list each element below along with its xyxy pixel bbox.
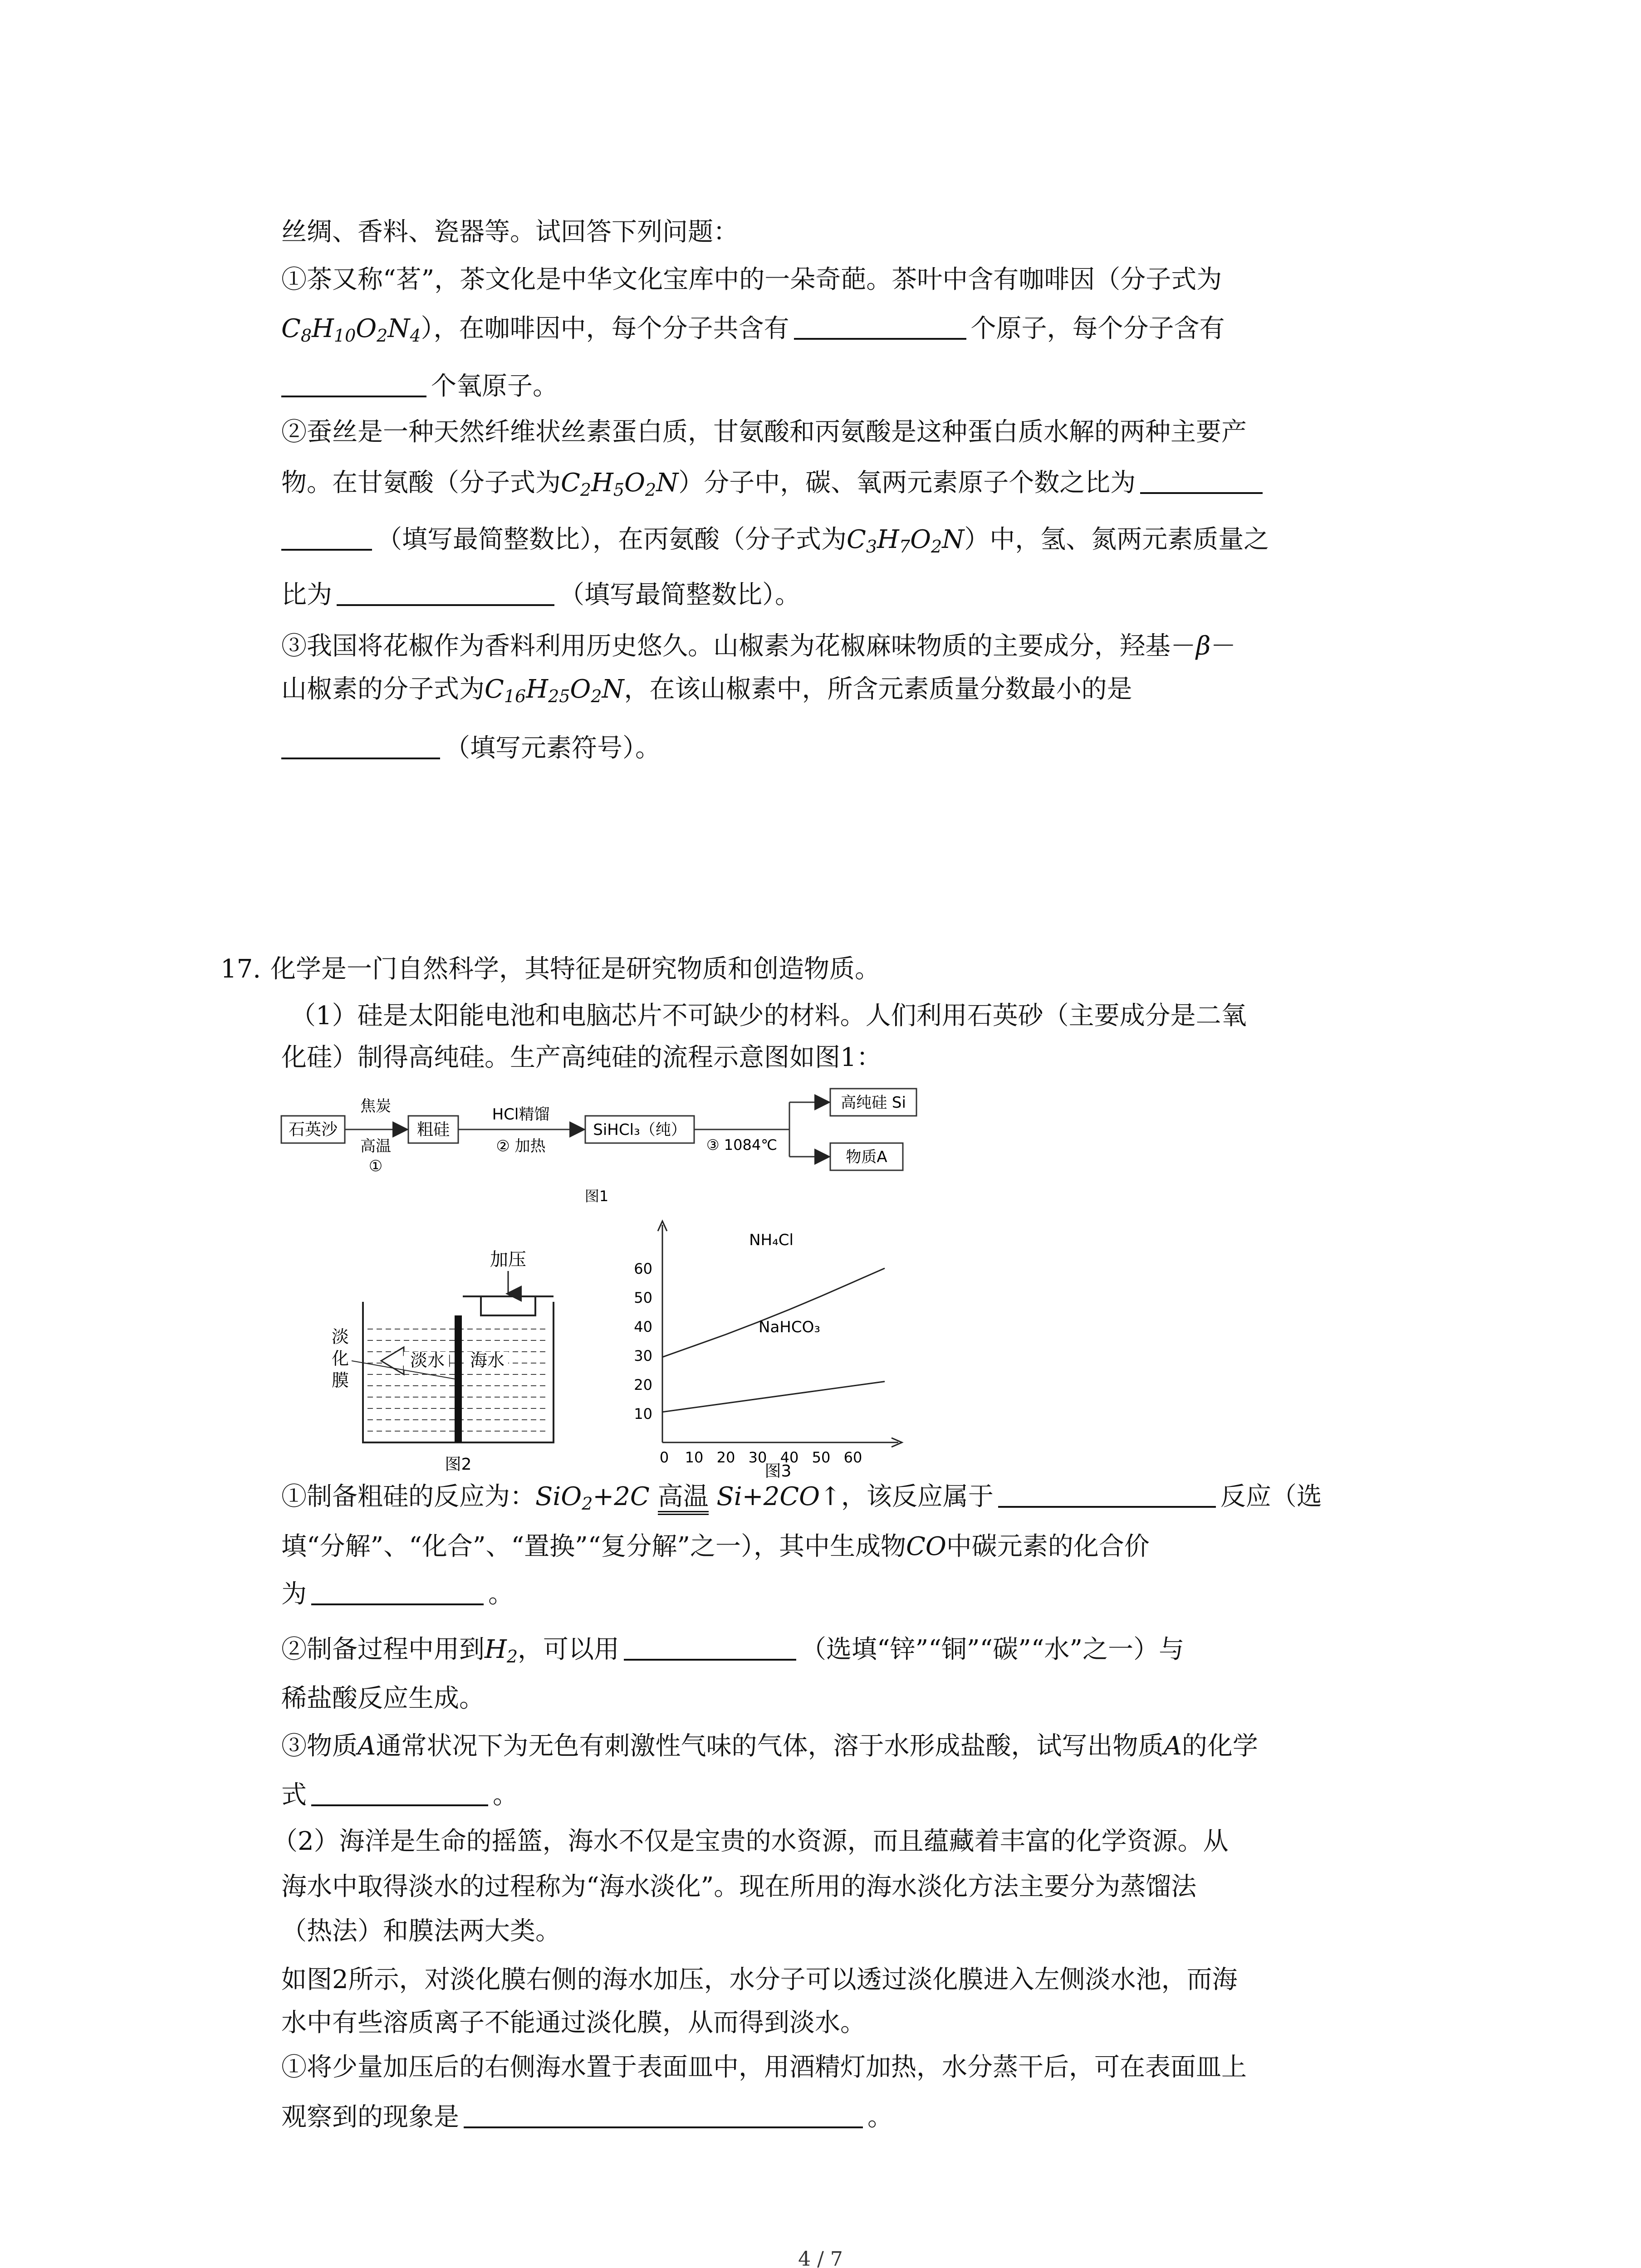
label-membrane-3: 膜 <box>331 1370 349 1390</box>
label-step3-temp: ③ 1084℃ <box>706 1136 778 1154</box>
figure1-flowchart <box>277 1084 948 1211</box>
label-pressure: 加压 <box>490 1249 526 1270</box>
label-substance-a: 物质A <box>846 1148 887 1166</box>
label-hcl-rectify: HCl精馏 <box>492 1105 550 1124</box>
q17-s1-line2: 化硅）制得高纯硅。生产高纯硅的流程示意图如图1： <box>281 1043 882 1072</box>
reaction-condition: 高温 <box>658 1483 709 1515</box>
figure3-solubility-chart <box>626 1216 916 1483</box>
p2-line2: 物。在甘氨酸（分子式为$C_2H_5O_2N$）分子中，碳、氧两元素原子个数之比为 <box>281 465 1267 508</box>
y-tick-label: 30 <box>634 1347 652 1364</box>
p2-line3: （填写最简整数比），在丙氨酸（分子式为$C_3H_7O_2N$）中，氢、氮两元素质量之 <box>281 522 1269 565</box>
label-quartz-sand: 石英沙 <box>288 1120 338 1139</box>
series-line-0 <box>662 1268 885 1357</box>
figure2-caption: 图2 <box>445 1455 472 1474</box>
label-fresh-water: 淡水 <box>410 1350 445 1370</box>
p1-line1: ①茶又称“茗”，茶文化是中华文化宝库中的一朵奇葩。茶叶中含有咖啡因（分子式为 <box>281 265 1222 294</box>
answer-blank-observation[interactable] <box>464 2100 863 2128</box>
answer-blank-ratio-co-cont[interactable] <box>281 523 372 551</box>
answer-blank-formula-a[interactable] <box>311 1778 488 1806</box>
x-tick-label: 50 <box>812 1449 831 1466</box>
p2-line1: ②蚕丝是一种天然纤维状丝素蛋白质，甘氨酸和丙氨酸是这种蛋白质水解的两种主要产 <box>281 417 1247 447</box>
series-label-1: NaHCO₃ <box>759 1318 820 1336</box>
p3-line3: （填写元素符号）。 <box>281 730 661 767</box>
question-number: 17. <box>220 954 261 984</box>
x-tick-label: 60 <box>843 1449 862 1466</box>
q17-r1-line2: 填“分解”、“化合”、“置换”“复分解”之一），其中生成物CO中碳元素的化合价 <box>281 1532 1150 1561</box>
alanine-formula: $C_3H_7O_2N$ <box>847 525 965 557</box>
answer-blank-ratio-co[interactable] <box>1140 466 1263 494</box>
answer-blank-valence[interactable] <box>311 1577 484 1605</box>
answer-blank-atoms[interactable] <box>794 312 966 340</box>
q17-r3-line1: ③物质A通常状况下为无色有刺激性气味的气体，溶于水形成盐酸，试写出物质A的化学 <box>281 1731 1258 1761</box>
q17-r1-line3: 为 。 <box>281 1576 514 1613</box>
label-membrane-1: 淡 <box>331 1327 349 1347</box>
label-membrane-2: 化 <box>331 1349 349 1369</box>
x-tick-label: 0 <box>659 1449 669 1466</box>
x-tick-label: 20 <box>716 1449 735 1466</box>
q17-s2-line2: 海水中取得淡水的过程称为“海水淡化”。现在所用的海水淡化方法主要分为蒸馏法 <box>281 1872 1197 1901</box>
q17-s2-q1-line1: ①将少量加压后的右侧海水置于表面皿中，用酒精灯加热，水分蒸干后，可在表面皿上 <box>281 2053 1247 2082</box>
answer-blank-ratio-hn[interactable] <box>337 578 554 606</box>
q17-s2-line4: 如图2所示，对淡化膜右侧的海水加压，水分子可以透过淡化膜进入左侧淡水池，而海 <box>281 1965 1238 1994</box>
y-tick-label: 60 <box>634 1260 652 1277</box>
p3-line1: ③我国将花椒作为香料利用历史悠久。山椒素为花椒麻味物质的主要成分，羟基－β－ <box>281 631 1236 661</box>
q17-s2-q1-line2: 观察到的现象是 。 <box>281 2099 893 2136</box>
q17-s2-line1: （2）海洋是生命的摇篮，海水不仅是宝贵的水资源，而且蕴藏着丰富的化学资源。从 <box>272 1827 1229 1856</box>
p1-line2: $C_8H_{10}O_2N_4$），在咖啡因中，每个分子共含有 个原子，每个分子含有 <box>281 311 1225 354</box>
glycine-formula: $C_2H_5O_2N$ <box>561 468 679 500</box>
label-coke: 焦炭 <box>360 1097 391 1115</box>
q17-r3-line2: 式 。 <box>281 1777 518 1813</box>
q17-r2-line1: ②制备过程中用到$H_2$，可以用 （选填“锌”“铜”“碳”“水”之一）与 <box>281 1632 1184 1675</box>
y-tick-label: 10 <box>634 1405 652 1422</box>
x-tick-label: 40 <box>780 1449 799 1466</box>
figure1-caption: 图1 <box>584 1188 609 1205</box>
membrane <box>455 1315 462 1442</box>
sanshool-formula: $C_{16}H_{25}O_2N$ <box>485 675 624 706</box>
label-sea-water: 海水 <box>470 1350 505 1370</box>
piston <box>481 1296 535 1315</box>
label-crude-silicon: 粗硅 <box>416 1120 450 1139</box>
answer-blank-element[interactable] <box>281 731 440 759</box>
figure2-desalination <box>327 1243 581 1483</box>
page-number: 4 / 7 <box>798 2248 843 2268</box>
label-pure-silicon: 高纯硅 Si <box>841 1094 906 1112</box>
q17-r2-line2: 稀盐酸反应生成。 <box>281 1684 485 1713</box>
answer-blank-oxygen[interactable] <box>281 369 426 397</box>
series-label-0: NH₄Cl <box>749 1231 794 1249</box>
series-line-1 <box>662 1382 885 1412</box>
q17-s2-line5: 水中有些溶质离子不能通过淡化膜，从而得到淡水。 <box>281 2008 866 2038</box>
label-step2-heat: ② 加热 <box>496 1137 546 1155</box>
label-sihcl3: SiHCl₃（纯） <box>593 1121 686 1139</box>
q17-title: 化学是一门自然科学，其特征是研究物质和创造物质。 <box>270 954 880 984</box>
q17-s1-line1: （1）硅是太阳能电池和电脑芯片不可缺少的材料。人们利用石英砂（主要成分是二氧 <box>290 1001 1247 1031</box>
answer-blank-reaction-type[interactable] <box>998 1480 1216 1508</box>
intro-tail: 丝绸、香料、瓷器等。试回答下列问题： <box>281 217 739 247</box>
figure3-caption: 图3 <box>764 1462 792 1481</box>
p1-line3: 个氧原子。 <box>281 368 558 405</box>
caffeine-formula: $C_8H_{10}O_2N_4$ <box>281 314 421 346</box>
y-tick-label: 50 <box>634 1289 652 1306</box>
x-tick-label: 30 <box>748 1449 767 1466</box>
q17-r1-line1: ①制备粗硅的反应为：SiO$_2$+2C 高温 Si+2CO↑，该反应属于 反应（选 <box>281 1479 1322 1522</box>
answer-blank-reactant[interactable] <box>624 1633 796 1661</box>
y-tick-label: 20 <box>634 1376 652 1393</box>
label-high-temp: 高温 <box>360 1137 391 1155</box>
y-tick-label: 40 <box>634 1318 652 1335</box>
p2-line4: 比为 （填写最简整数比）。 <box>281 577 800 613</box>
q17-s2-line3: （热法）和膜法两大类。 <box>281 1916 561 1946</box>
x-tick-label: 10 <box>685 1449 704 1466</box>
label-step1: ① <box>368 1157 383 1175</box>
p3-line2: 山椒素的分子式为$C_{16}H_{25}O_2N$，在该山椒素中，所含元素质量分数最小的是 <box>281 675 1132 706</box>
